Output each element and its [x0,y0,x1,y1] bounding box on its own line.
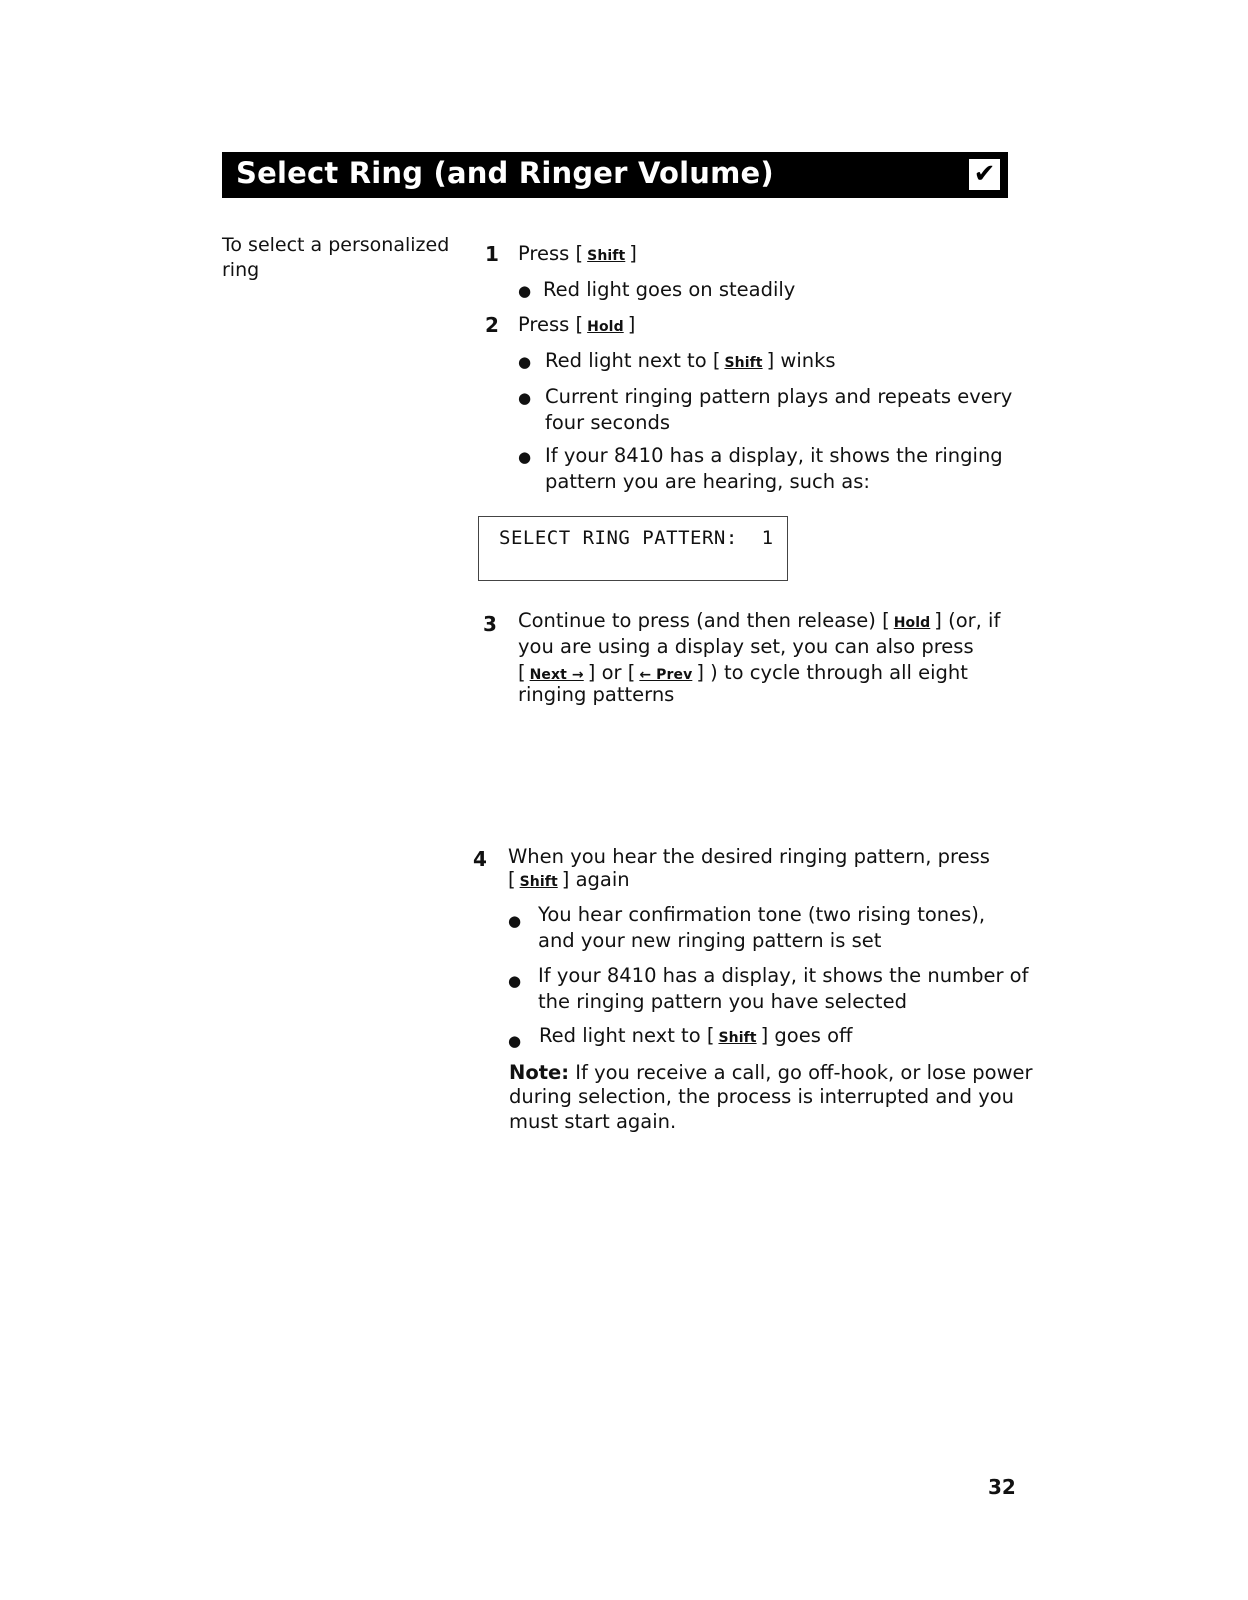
bullet-text: pattern you are hearing, such as: [545,470,870,493]
hold-key: Hold [893,615,931,631]
bullet-text: Red light next to [545,349,707,372]
step-text: ) to cycle through all eight [710,661,968,684]
shift-key: Shift [587,248,626,264]
step-text: Press [518,242,570,265]
bullet-icon: ● [518,282,532,300]
page-number: 32 [988,1475,1016,1499]
bullet-text: Red light goes on steadily [543,278,796,301]
bullet-text: If your 8410 has a display, it shows the number of [538,964,1029,987]
prev-key: ← Prev [639,667,693,683]
step-line: [ Next → ] or [ ← Prev ] ) to cycle through all eight [518,661,968,684]
bullet-line: Red light next to [ Shift ] winks [545,349,836,372]
step-line: [ Shift ] again [508,868,630,891]
step-number: 2 [485,313,499,337]
bullet-icon: ● [508,972,522,990]
shift-key: Shift [519,874,558,890]
side-note: To select a personalized ring [222,234,450,281]
step-text: you are using a display set, you can also press [518,635,974,658]
phone-display [478,516,788,581]
step-text: (or, if [948,609,1001,632]
shift-key: Shift [718,1030,757,1046]
bullet-text: Red light next to [539,1024,701,1047]
checkmark-icon: ✔ [969,159,1000,190]
step-number: 4 [473,847,487,871]
step-text: ringing patterns [518,683,675,706]
bullet-text: winks [780,349,836,372]
bullet-text: and your new ringing pattern is set [538,929,882,952]
step-line: Continue to press (and then release) [ Hold ] (or, if [518,609,1001,632]
section-title: Select Ring (and Ringer Volume) [236,156,774,190]
next-key: Next → [529,667,584,683]
note-line [509,1060,1033,1086]
step-text: Continue to press (and then release) [518,609,876,632]
section-header [222,152,1008,198]
note-label: Note: [509,1061,570,1084]
bullet-text: You hear confirmation tone (two rising tones), [538,903,986,926]
display-text: SELECT RING PATTERN: 1 [499,527,774,549]
shift-key: Shift [724,355,763,371]
step-text: or [601,661,622,684]
bullet-text: Current ringing pattern plays and repeats every [545,385,1013,408]
bullet-text: If your 8410 has a display, it shows the ringing [545,444,1003,467]
step-line: Press [ Hold ] [518,313,636,336]
note-text: must start again. [509,1110,677,1133]
bullet-icon: ● [518,448,532,466]
note-text: during selection, the process is interrupted and you [509,1085,1015,1108]
step-text: Press [518,313,570,336]
step-text: again [575,868,630,891]
bullet-text: the ringing pattern you have selected [538,990,907,1013]
bullet-icon: ● [518,389,532,407]
step-text: When you hear the desired ringing pattern, press [508,845,990,868]
step-number: 3 [483,612,497,636]
step-line: Press [ Shift ] [518,242,637,265]
hold-key: Hold [587,319,624,335]
note-text: If you receive a call, go off-hook, or lose power [575,1061,1033,1084]
bullet-icon: ● [518,353,532,371]
step-number: 1 [485,242,499,266]
bullet-text: goes off [774,1024,853,1047]
bullet-icon: ● [508,1032,522,1050]
bullet-icon: ● [508,912,522,930]
bullet-text: four seconds [545,411,671,434]
bullet-line: Red light next to [ Shift ] goes off [539,1024,853,1047]
